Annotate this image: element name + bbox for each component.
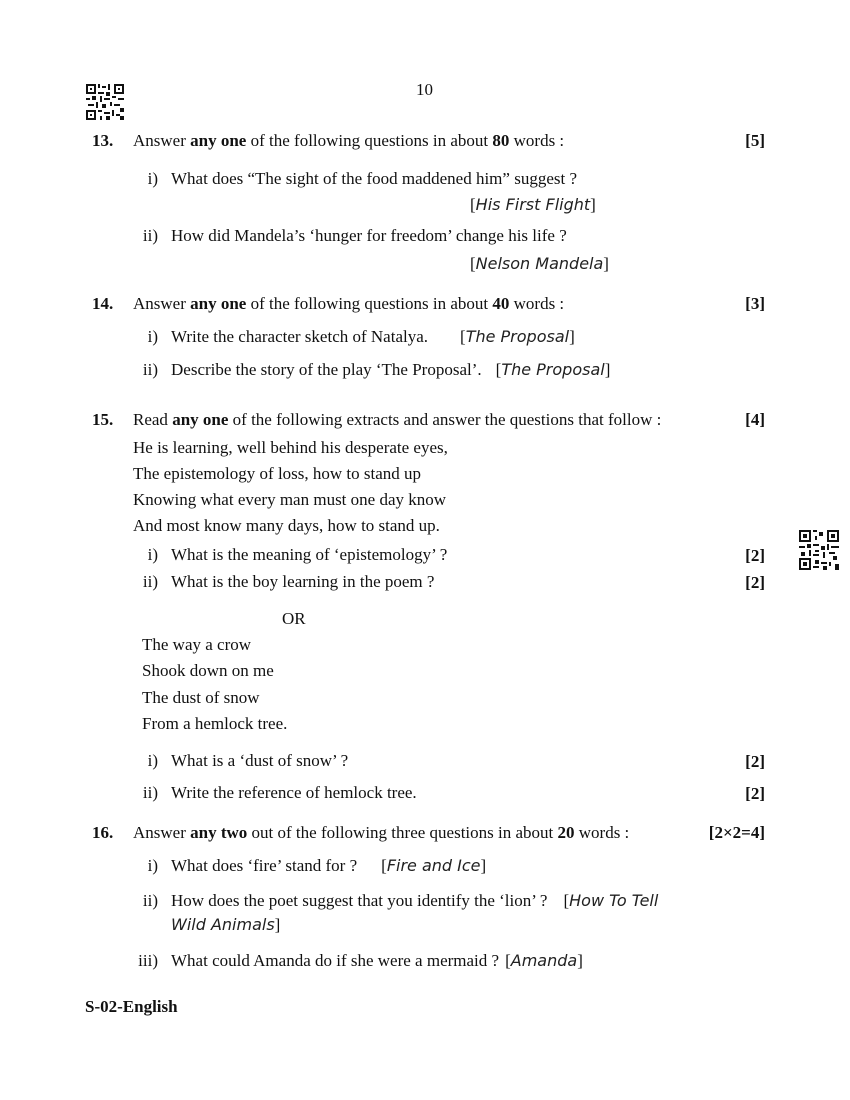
extract-1-line-2: The epistemology of loss, how to stand up [133, 464, 422, 483]
question-14-instruction: Answer any one of the following questions in about 40 words : [133, 294, 565, 313]
q15-ext2-question-2-numeral: ii) [142, 783, 158, 802]
q14-item-1-text: Write the character sketch of Natalya. [The Proposal] [171, 327, 575, 346]
extract-1-line-1: He is learning, well behind his desperate eyes, [133, 438, 448, 457]
q15-ext1-question-2-marks: [2] [745, 573, 765, 592]
q15-ext1-question-1-marks: [2] [745, 546, 765, 565]
qr-code-top-left [86, 84, 124, 120]
question-13-instruction: Answer any one of the following questions in about 80 words : [133, 131, 565, 150]
q16-item-2-text: How does the poet suggest that you identify the ‘lion’ ? [How To Tell [171, 891, 659, 910]
q15-ext1-question-2-text: What is the boy learning in the poem ? [171, 572, 435, 591]
q14-item-2-text: Describe the story of the play ‘The Proposal’. [The Proposal] [171, 360, 611, 379]
q15-ext2-question-2-text: Write the reference of hemlock tree. [171, 783, 417, 802]
q15-ext2-question-1-numeral: i) [147, 751, 158, 770]
question-13-marks: [5] [745, 131, 765, 150]
q16-item-3-text: What could Amanda do if she were a mermaid ? [Amanda] [171, 951, 583, 970]
footer-paper-code: S-02-English [85, 997, 178, 1016]
q13-item-1-reference: [His First Flight] [470, 195, 596, 214]
page-number: 10 [416, 80, 433, 99]
extract-2-line-4: From a hemlock tree. [142, 714, 288, 733]
q16-item-1-numeral: i) [147, 856, 158, 875]
question-15-instruction: Read any one of the following extracts and answer the questions that follow : [133, 410, 662, 429]
q15-ext1-question-1-numeral: i) [147, 545, 158, 564]
q15-ext2-question-1-text: What is a ‘dust of snow’ ? [171, 751, 349, 770]
q13-item-1-text: What does “The sight of the food maddened him” suggest ? [171, 169, 577, 188]
extract-2-line-2: Shook down on me [142, 661, 274, 680]
extract-1-line-4: And most know many days, how to stand up. [133, 516, 440, 535]
question-14-number: 14. [92, 294, 114, 313]
question-15-number: 15. [92, 410, 114, 429]
q13-item-2-reference: [Nelson Mandela] [470, 254, 609, 273]
or-separator: OR [282, 609, 306, 628]
q16-item-2-reference-continued: Wild Animals] [171, 915, 281, 934]
extract-1-line-3: Knowing what every man must one day know [133, 490, 447, 509]
q15-ext2-question-1-marks: [2] [745, 752, 765, 771]
q13-item-1-numeral: i) [147, 169, 158, 188]
extract-2-line-3: The dust of snow [142, 688, 260, 707]
q14-item-1-numeral: i) [147, 327, 158, 346]
q16-item-1-text: What does ‘fire’ stand for ? [Fire and Ice] [171, 856, 487, 875]
q13-item-2-text: How did Mandela’s ‘hunger for freedom’ change his life ? [171, 226, 567, 245]
question-14-marks: [3] [745, 294, 765, 313]
extract-2-line-1: The way a crow [142, 635, 252, 654]
question-16-marks: [2×2=4] [708, 823, 765, 842]
question-15-marks: [4] [745, 410, 765, 429]
q16-item-2-numeral: ii) [142, 891, 158, 910]
qr-code-right [799, 530, 839, 570]
q15-ext1-question-1-text: What is the meaning of ‘epistemology’ ? [171, 545, 448, 564]
question-13-number: 13. [92, 131, 114, 150]
q15-ext2-question-2-marks: [2] [745, 784, 765, 803]
question-16-instruction: Answer any two out of the following three questions in about 20 words : [133, 823, 630, 842]
q15-ext1-question-2-numeral: ii) [142, 572, 158, 591]
question-16-number: 16. [92, 823, 114, 842]
q13-item-2-numeral: ii) [142, 226, 158, 245]
q14-item-2-numeral: ii) [142, 360, 158, 379]
q16-item-3-numeral: iii) [138, 951, 158, 970]
